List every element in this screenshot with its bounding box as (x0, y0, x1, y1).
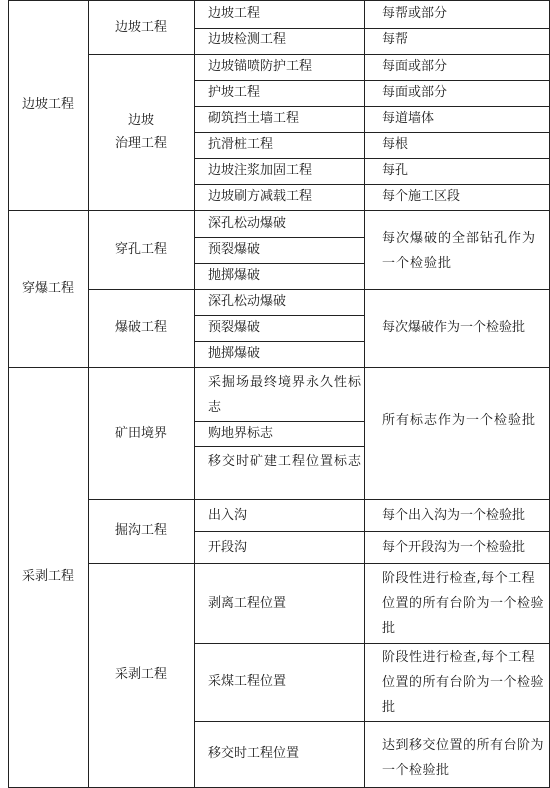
item-name: 采掘场最终境界永久性标志 (208, 375, 363, 415)
group-name: 采剥工程 (21, 569, 74, 584)
batch-text: 每次爆破作为一个检验批 (382, 320, 526, 335)
batch-text: 每帮 (382, 32, 409, 47)
row-divider (194, 643, 550, 644)
batch-text: 每根 (382, 137, 409, 152)
item-name: 开段沟 (208, 540, 248, 555)
item-name: 抛掷爆破 (208, 268, 261, 283)
item-name: 砌筑挡土墙工程 (208, 111, 300, 126)
row-divider (194, 531, 550, 532)
subgroup-name: 矿田境界 (114, 426, 167, 441)
subgroup-name-line: 治理工程 (114, 136, 167, 151)
item-name: 边坡刷方减载工程 (208, 189, 313, 204)
subgroup-name: 穿孔工程 (114, 242, 167, 257)
batch-text: 每个开段沟为一个检验批 (382, 540, 526, 555)
item-name: 边坡锚喷防护工程 (208, 59, 313, 74)
subgroup-name: 掘沟工程 (114, 523, 167, 538)
item-name: 购地界标志 (208, 426, 274, 441)
subgroup-name: 爆破工程 (114, 320, 167, 335)
inspection-batch-table (8, 0, 550, 788)
table-border-left (8, 0, 9, 788)
item-name: 抗滑桩工程 (208, 137, 274, 152)
group-divider (8, 367, 550, 368)
batch-text: 每面或部分 (382, 59, 448, 74)
batch-text: 每面或部分 (382, 85, 448, 100)
batch-text: 每次爆破的全部钻孔作为一个检验批 (382, 231, 537, 271)
item-name: 采煤工程位置 (208, 674, 287, 689)
item-name: 移交时工程位置 (208, 746, 300, 761)
subgroup-name: 采剥工程 (114, 667, 167, 682)
item-name: 深孔松动爆破 (208, 294, 287, 309)
item-name: 预裂爆破 (208, 320, 261, 335)
batch-text: 每个施工区段 (382, 189, 461, 204)
item-name: 剥离工程位置 (208, 596, 287, 611)
batch-text: 达到移交位置的所有台阶为一个检验批 (382, 738, 545, 778)
item-name: 边坡工程 (208, 6, 261, 21)
group-name: 穿爆工程 (21, 281, 74, 296)
item-name: 移交时矿建工程位置标志 (208, 454, 363, 469)
batch-text: 每个出入沟为一个检验批 (382, 508, 526, 523)
batch-text: 每孔 (382, 163, 409, 178)
subgroup-name-line: 边坡 (127, 113, 154, 128)
batch-text: 阶段性进行检查,每个工程位置的所有台阶为一个检验批 (382, 650, 545, 715)
item-name: 抛掷爆破 (208, 346, 261, 361)
subgroup-name: 边坡工程 (114, 20, 167, 35)
subgroup-divider (88, 563, 550, 564)
item-name: 护坡工程 (208, 85, 261, 100)
batch-text: 每帮或部分 (382, 6, 448, 21)
batch-text: 所有标志作为一个检验批 (382, 413, 537, 428)
batch-text: 每道墙体 (382, 111, 435, 126)
group-name: 边坡工程 (21, 97, 74, 112)
row-divider (194, 721, 550, 722)
item-name: 边坡检测工程 (208, 32, 287, 47)
item-name: 预裂爆破 (208, 242, 261, 257)
batch-text: 阶段性进行检查,每个工程位置的所有台阶为一个检验批 (382, 571, 545, 636)
item-name: 出入沟 (208, 508, 248, 523)
item-name: 深孔松动爆破 (208, 216, 287, 231)
subgroup-divider (88, 499, 550, 500)
item-name: 边坡注浆加固工程 (208, 163, 313, 178)
